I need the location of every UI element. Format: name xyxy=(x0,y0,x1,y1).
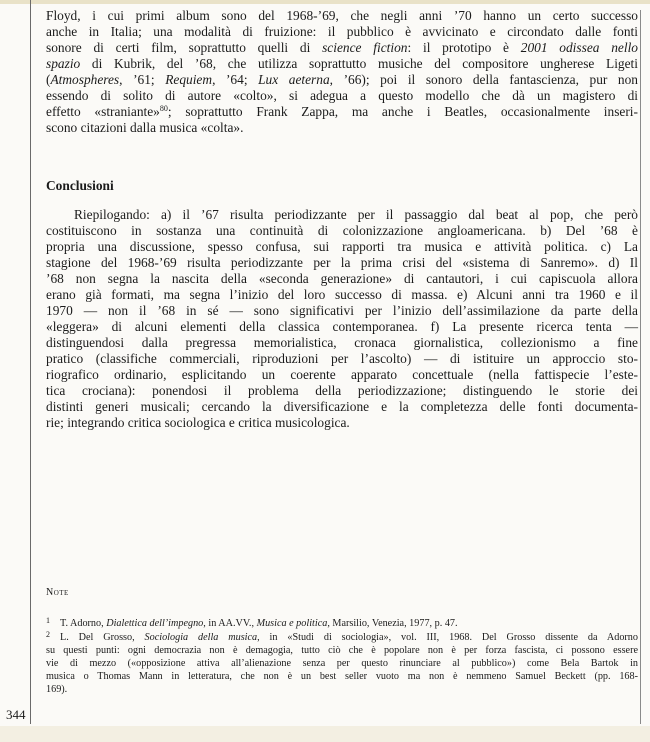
text-line: anche in Italia; una modalità di fruizione: il pubblico è avvicinato e circondato dalle fonti xyxy=(46,24,638,39)
section-heading: Conclusioni xyxy=(46,178,114,193)
text-line: spazio di Kubrik, del ’68, che utilizza soprattutto musiche del compositore ungherese Ligeti xyxy=(46,56,638,71)
footnote-line: 169). xyxy=(46,684,68,695)
text-line: erano già formati, ma segna l’inizio del loro successo di massa. e) Alcuni anni tra 1960 e il xyxy=(46,287,638,302)
right-margin-line xyxy=(640,10,641,724)
text-line: scono citazioni dalla musica «colta». xyxy=(46,120,244,135)
text-line: «leggera» di alcuni elementi della classica contemporanea. f) La presente ricerca tenta — xyxy=(46,319,638,334)
text-line: tica crociana): ponendosi il problema della periodizzazione; distinguendo le storie dei xyxy=(46,383,638,398)
text-line: pratico (classifiche commerciali, riproduzioni per l’ascolto) — di istituire un approccio sto- xyxy=(46,351,638,366)
footnote-2 xyxy=(46,628,638,696)
conclusion-paragraph xyxy=(46,207,638,431)
text-line: distinti generi musicali; cercando la diversificazione e la completezza delle fonti documenta- xyxy=(46,399,638,414)
top-edge xyxy=(0,0,650,4)
text-line: effetto «straniante»$^{80}$; soprattutto Frank Zappa, ma anche i Beatles, occasionalmente inseri- xyxy=(46,104,638,119)
text-line: Floyd, i cui primi album sono del 1968-’69, che negli anni ’70 hanno un certo successo xyxy=(46,8,638,23)
text-line: costituiscono in sostanza una continuità di colonizzazione angloamericana. b) Del ’68 è xyxy=(46,223,638,238)
notes-heading: Note xyxy=(46,587,69,598)
footnote-line: su questi punti: ogni democrazia non è demagogia, tutto ciò che è popolare non è per forza fascista, ci possono essere xyxy=(46,645,638,656)
footnote-line: vie di mezzo («opposizione attiva all’alienazione senza per questo rinunciare al pubblico») come Bela Bartok in xyxy=(46,658,638,669)
text-line: riografico ordinario, esplicitando un coerente apparato concettuale (nella fattispecie l’este- xyxy=(46,367,638,382)
paragraph-continued xyxy=(46,8,638,136)
footnote-line: 1 T. Adorno, Dialettica dell’impegno, in AA.VV., Musica e politica, Marsilio, Venezia, 1977, p. 47. xyxy=(46,616,458,629)
footnote-line: 2 L. Del Grosso, Sociologia della musica, in «Studi di sociologia», vol. III, 1968. Del Grosso dissente da Adorno xyxy=(46,630,638,643)
text-line: stagione del 1968-’69 risulta periodizzante per la prima crisi del «sistema di Sanremo». d) Il xyxy=(46,255,638,270)
text-line: 1970 — non il ’68 in sé — sono significativi per l’inizio dell’assimilazione da parte della xyxy=(46,303,638,318)
footnote-number: 2 xyxy=(46,630,50,639)
text-line: essendo di solito di autore «colto», si adegua a questo modello che dà un magistero di xyxy=(46,88,638,103)
bottom-edge xyxy=(0,726,650,742)
text-line: propria una discussione, spesso confusa, sui rapporti tra musica e attività politica. c) La xyxy=(46,239,638,254)
text-line: distinguendosi dalla pregressa memorialistica, cronaca giornalistica, collezionismo a fine xyxy=(46,335,638,350)
text-line: (Atmospheres, ’61; Requiem, ’64; Lux aeterna, ’66); poi il sonoro della fantascienza, pur non xyxy=(46,72,638,87)
footnote-ref: 80 xyxy=(159,104,168,113)
page-number: 344 xyxy=(6,707,26,722)
text-line: Riepilogando: a) il ’67 risulta periodizzante per il passaggio dal beat al pop, che però xyxy=(74,207,638,222)
text-line: ’68 non segna la nascita della «seconda generazione» di cantautori, i cui capiscuola allora xyxy=(46,271,638,286)
footnote-number: 1 xyxy=(46,616,50,625)
text-line: rie; integrando critica sociologica e critica musicologica. xyxy=(46,415,350,430)
footnote-line: musica o Thomas Mann in letteratura, che non è un best seller vuoto ma non è nemmeno Samuel Beckett (pp. 168- xyxy=(46,671,638,682)
text-line: sonore di certi film, soprattutto quelli di science fiction: il prototipo è 2001 odissea nello xyxy=(46,40,639,55)
left-margin-line xyxy=(30,0,31,724)
